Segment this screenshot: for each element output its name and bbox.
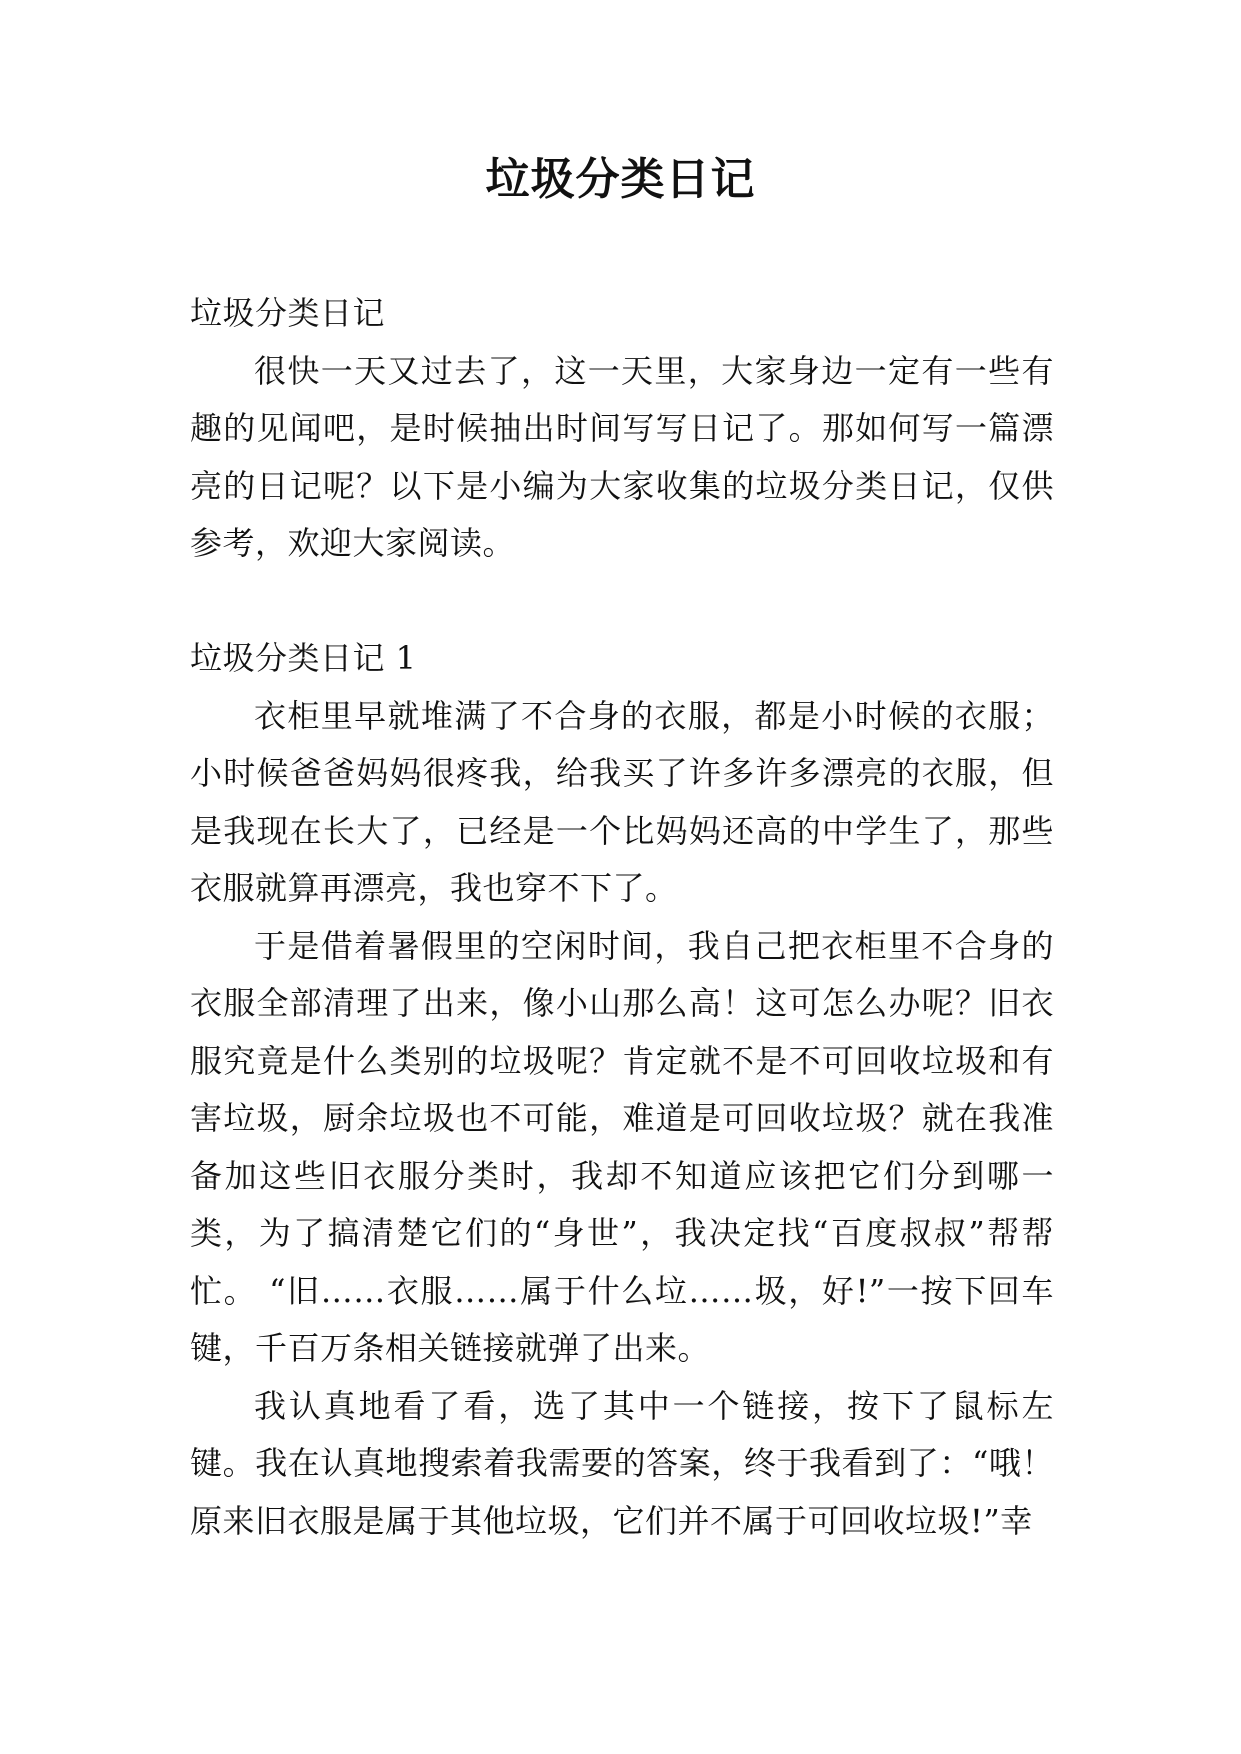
intro-paragraph: 很快一天又过去了，这一天里，大家身边一定有一些有趣的见闻吧，是时候抽出时间写写日记了。那如何写一篇漂亮的日记呢？以下是小编为大家收集的垃圾分类日记，仅供参考，欢迎大家阅读。 — [190, 351, 1054, 562]
section-heading: 垃圾分类日记 1 — [190, 639, 417, 677]
page-title: 垃圾分类日记 — [485, 154, 756, 205]
document-subtitle: 垃圾分类日记 — [190, 294, 386, 332]
body-paragraph: 衣柜里早就堆满了不合身的衣服，都是小时候的衣服；小时候爸爸妈妈很疼我，给我买了许多许多漂亮的衣服，但是我现在长大了，已经是一个比妈妈还高的中学生了，那些衣服就算再漂亮，我也穿不下了。 — [190, 696, 1054, 907]
body-paragraph: 我认真地看了看，选了其中一个链接，按下了鼠标左键。我在认真地搜索着我需要的答案，终于我看到了：“哦！原来旧衣服是属于其他垃圾，它们并不属于可回收垃圾!”幸 — [190, 1386, 1054, 1540]
section-spacer — [190, 573, 1054, 631]
document-body — [190, 285, 1054, 1550]
body-paragraph: 于是借着暑假里的空闲时间，我自己把衣柜里不合身的衣服全部清理了出来，像小山那么高！这可怎么办呢？旧衣服究竟是什么类别的垃圾呢？肯定就不是不可回收垃圾和有害垃圾，厨余垃圾也不可能，难道是可回收垃圾？就在我准备加这些旧衣服分类时，我却不知道应该把它们分到哪一类，为了搞清楚它们的“身世”，我决定找“百度叔叔”帮帮忙。 “旧……衣服……属于什么垃……圾，好!”一按下回车键，千百万条相关链接就弹了出来。 — [190, 926, 1054, 1367]
